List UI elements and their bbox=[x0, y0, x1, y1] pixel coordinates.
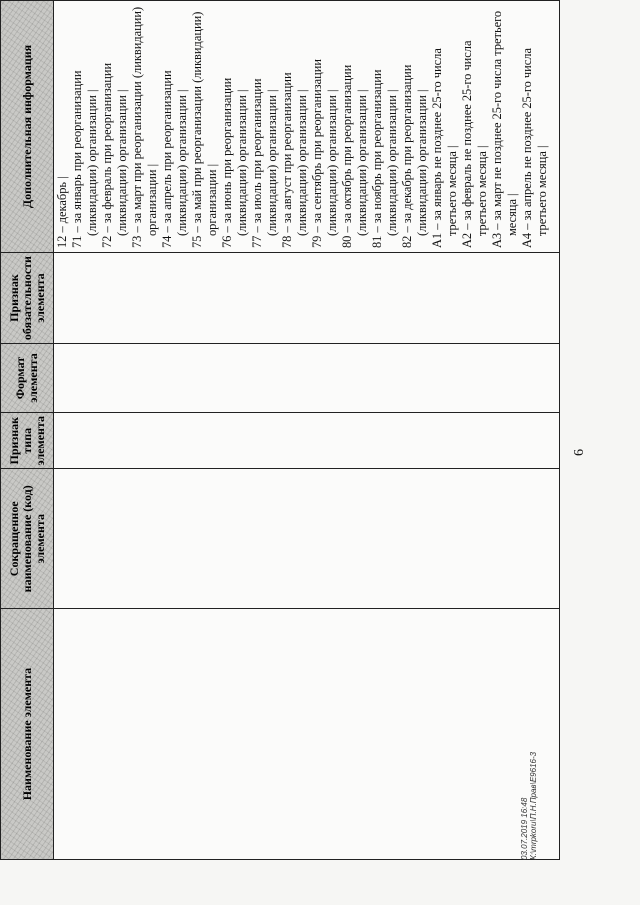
stamp-path: К:\mrpkoru\П.Н.Прав\Е9616-3 bbox=[529, 751, 538, 860]
table-header-row bbox=[1, 1, 54, 860]
list-item: А4 – за апрель не позднее 25-го числа третьего месяца | bbox=[520, 48, 549, 249]
list-item: 75 – за май при реорганизации (ликвидации) организации | bbox=[190, 11, 219, 249]
header-required-attribute: Признак обязательности элемента bbox=[1, 253, 54, 344]
header-format: Формат элемента bbox=[1, 344, 54, 413]
header-element-name: Наименование элемента bbox=[1, 609, 54, 860]
list-item: 12 – декабрь | bbox=[55, 176, 69, 249]
list-item: А3 – за март не позднее 25-го числа третьего месяца | bbox=[490, 10, 519, 249]
print-stamp bbox=[520, 752, 538, 860]
list-item: 72 – за февраль при реорганизации (ликвидации) организации | bbox=[100, 62, 129, 249]
page-number: 6 bbox=[572, 449, 587, 456]
list-item: 78 – за август при реорганизации (ликвидации) организации | bbox=[280, 72, 309, 249]
table-row bbox=[54, 1, 560, 860]
list-item: 79 – за сентябрь при реорганизации (ликвидации) организации | bbox=[310, 59, 339, 249]
header-short-name: Сокращенное наименование (код) элемента bbox=[1, 469, 54, 609]
cell-type-attribute bbox=[54, 412, 560, 468]
value-code-list bbox=[55, 5, 550, 248]
list-item: 71 – за январь при реорганизации (ликвидации) организации | bbox=[70, 70, 99, 249]
cell-format bbox=[54, 344, 560, 413]
list-item: 77 – за июль при реорганизации (ликвидации) организации | bbox=[250, 78, 279, 249]
cell-element-name bbox=[54, 609, 560, 860]
cell-required-attribute bbox=[54, 253, 560, 344]
cell-short-name bbox=[54, 469, 560, 609]
list-item: 74 – за апрель при реорганизации (ликвидации) организации | bbox=[160, 70, 189, 249]
list-item: 76 – за июнь при реорганизации (ликвидации) организации | bbox=[220, 77, 249, 249]
list-item: 80 – за октябрь при реорганизации (ликвидации) организации | bbox=[340, 64, 369, 249]
header-additional-info: Дополнительная информация bbox=[1, 1, 54, 253]
cell-additional-info bbox=[54, 1, 560, 253]
list-item: 82 – за декабрь при реорганизации (ликвидации) организации | bbox=[400, 64, 429, 249]
header-type-attribute: Признак типа элемента bbox=[1, 412, 54, 468]
list-item: А1 – за январь не позднее 25-го числа третьего месяца | bbox=[430, 48, 459, 249]
list-item: А2 – за февраль не позднее 25-го числа третьего месяца | bbox=[460, 40, 489, 249]
stamp-date: 03.07.2019 16:48 bbox=[520, 797, 529, 860]
list-item: 73 – за март при реорганизации (ликвидации) организации | bbox=[130, 6, 159, 249]
list-item: 81 – за ноябрь при реорганизации (ликвидации) организации | bbox=[370, 69, 399, 249]
